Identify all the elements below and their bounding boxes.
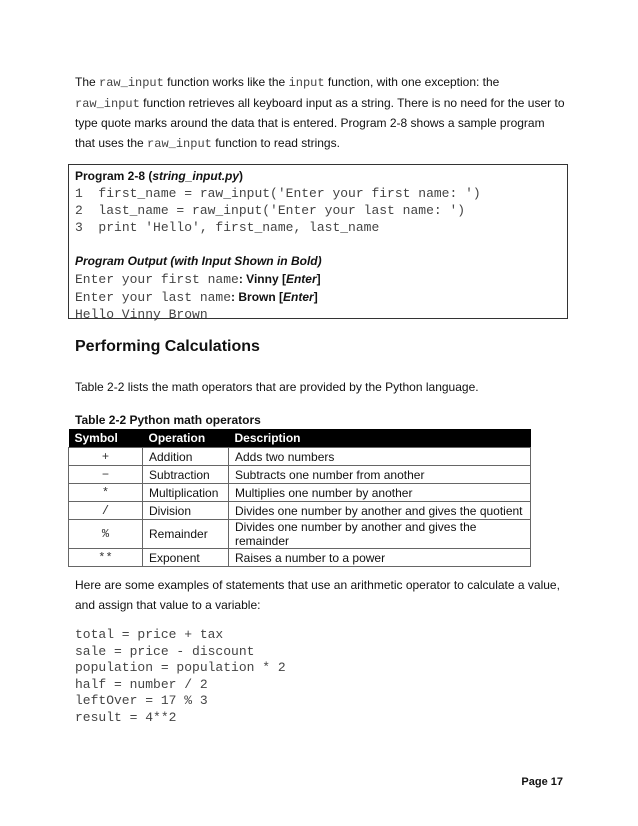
- table-row: [69, 549, 531, 567]
- header-symbol: Symbol: [69, 429, 143, 448]
- code-line: 1 first_name = raw_input('Enter your first name: '): [75, 186, 481, 201]
- cell-description: Adds two numbers: [229, 448, 531, 466]
- table-row: [69, 484, 531, 502]
- example-line: population = population * 2: [75, 660, 286, 675]
- intro-text: function retrieves all keyboard input as a string. There is no need for the user to type quote marks around the data that is entered. Program 2-8 shows a sample program that uses the: [75, 95, 565, 150]
- math-operators-table: [68, 429, 531, 567]
- cell-symbol: +: [69, 448, 143, 466]
- section-heading: Performing Calculations: [75, 338, 260, 355]
- examples-intro-paragraph: Here are some examples of statements that use an arithmetic operator to calculate a value, and assign that value to a variable:: [75, 578, 560, 612]
- intro-paragraph: [75, 73, 565, 154]
- code-raw-input: raw_input: [75, 96, 140, 111]
- cell-operation: Subtraction: [143, 466, 229, 484]
- cell-description: Multiplies one number by another: [229, 484, 531, 502]
- example-line: result = 4**2: [75, 709, 177, 725]
- cell-description: Divides one number by another and gives the remainder: [229, 520, 531, 549]
- intro-text: The: [75, 75, 100, 89]
- program-output-heading: Program Output (with Input Shown in Bold): [75, 254, 322, 268]
- example-line: half = number / 2: [75, 676, 208, 692]
- user-input: : Brown [Enter]: [231, 289, 318, 304]
- user-input: : Vinny [Enter]: [238, 272, 321, 286]
- line-number: 3: [75, 220, 83, 235]
- code-input: input: [288, 76, 325, 90]
- cell-symbol: **: [69, 549, 143, 567]
- intro-text: function to read strings.: [211, 135, 340, 150]
- program-filename: string_input.py: [152, 169, 240, 183]
- table-caption: Table 2-2 Python math operators: [75, 413, 261, 427]
- cell-operation: Multiplication: [143, 484, 229, 502]
- code-line: 2 last_name = raw_input('Enter your last name: '): [75, 203, 466, 218]
- cell-description: Raises a number to a power: [229, 549, 531, 567]
- table-intro-paragraph: Table 2-2 lists the math operators that are provided by the Python language.: [75, 380, 479, 394]
- intro-text: function works like the: [163, 75, 289, 89]
- cell-symbol: −: [69, 466, 143, 484]
- table-row: [69, 466, 531, 484]
- code-examples: [75, 627, 286, 726]
- cell-symbol: *: [69, 484, 143, 502]
- code-raw-input: raw_input: [147, 136, 212, 151]
- cell-operation: Remainder: [143, 520, 229, 549]
- table-row: [69, 502, 531, 520]
- example-line: total = price + tax: [75, 627, 224, 642]
- program-title: Program 2-8 (string_input.py): [75, 169, 244, 183]
- output-line: Hello Vinny Brown: [75, 307, 208, 322]
- header-description: Description: [229, 429, 531, 448]
- cell-description: Divides one number by another and gives the quotient: [229, 502, 531, 520]
- cell-operation: Division: [143, 502, 229, 520]
- example-line: sale = price - discount: [75, 643, 255, 659]
- cell-description: Subtracts one number from another: [229, 466, 531, 484]
- table-header-row: [69, 429, 531, 448]
- output-line: Enter your last name: Brown [Enter]: [75, 289, 318, 305]
- cell-symbol: /: [69, 502, 143, 520]
- code-line: 3 print 'Hello', first_name, last_name: [75, 220, 380, 235]
- table-row: [69, 448, 531, 466]
- cell-symbol: %: [69, 520, 143, 549]
- program-listing-box: [68, 164, 568, 322]
- line-number: 2: [75, 203, 83, 218]
- example-line: leftOver = 17 % 3: [75, 693, 208, 708]
- table-row: [69, 520, 531, 549]
- cell-operation: Exponent: [143, 549, 229, 567]
- code-raw-input: raw_input: [99, 76, 164, 90]
- header-operation: Operation: [143, 429, 229, 448]
- line-number: 1: [75, 186, 83, 201]
- intro-text: function, with one exception: the: [324, 75, 500, 89]
- cell-operation: Addition: [143, 448, 229, 466]
- output-line: Enter your first name: Vinny [Enter]: [75, 272, 321, 287]
- page-number: Page 17: [521, 776, 563, 788]
